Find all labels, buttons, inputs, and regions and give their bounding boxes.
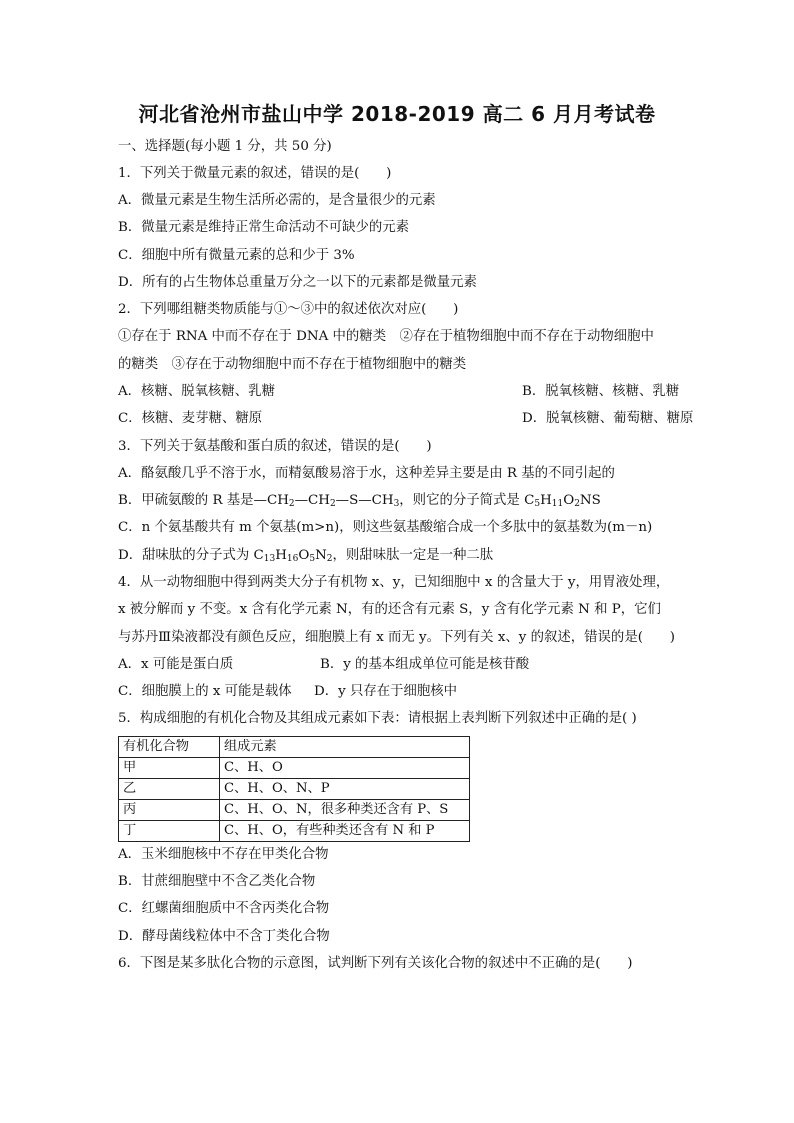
q3-b-sub-1: 2 <box>288 499 295 509</box>
q5-option-d: D．酵母菌线粒体中不含丁类化合物 <box>118 929 330 944</box>
q4-option-c: C．细胞膜上的 x 可能是载体 <box>118 684 292 699</box>
table-cell-elements: C、H、O、N、P <box>220 779 470 800</box>
q2-option-b: B．脱氧核糖、核糖、乳糖 <box>522 384 680 399</box>
table-cell-compound: 甲 <box>119 758 220 779</box>
table-header-cell: 组成元素 <box>220 737 470 758</box>
q3-d-sub-4: 2 <box>326 554 333 564</box>
q2-option-a: A．核糖、脱氧核糖、乳糖 <box>118 384 275 399</box>
q3-option-d <box>118 546 688 566</box>
q1-option-d: D．所有的占生物体总重量万分之一以下的元素都是微量元素 <box>118 275 477 290</box>
q3-option-a: A．酪氨酸几乎不溶于水，而精氨酸易溶于水，这种差异主要是由 R 基的不同引起的 <box>118 466 615 481</box>
q3-stem: 3．下列关于氨基酸和蛋白质的叙述，错误的是( ) <box>118 439 432 454</box>
q3-d-text-5: ，则甜味肽一定是一种二肽 <box>332 548 494 563</box>
q1-stem: 1．下列关于微量元素的叙述，错误的是( ) <box>118 166 392 181</box>
q3-b-text-3: —S—CH <box>335 493 394 508</box>
q2-statement-line2: 的糖类 ③存在于动物细胞中而不存在于植物细胞中的糖类 <box>118 357 467 372</box>
q2-option-d: D．脱氧核糖、葡萄糖、糖原 <box>522 411 694 426</box>
table-row <box>119 758 470 779</box>
q4-option-a: A．x 可能是蛋白质 <box>118 657 234 672</box>
q2-options-cd <box>118 409 694 429</box>
q3-b-text-7: NS <box>579 493 601 508</box>
table-row <box>119 800 470 821</box>
q5-option-c: C．红螺菌细胞质中不含丙类化合物 <box>118 901 330 916</box>
q3-option-c: C．n 个氨基酸共有 m 个氨基(m>n)，则这些氨基酸缩合成一个多肽中的氨基数为(m－n) <box>118 520 653 535</box>
q3-d-text-4: N <box>315 548 327 563</box>
q3-d-text-3: O <box>298 548 310 563</box>
q4-options-cd <box>118 682 688 702</box>
q2-stem: 2．下列哪组糖类物质能与①～③中的叙述依次对应( ) <box>118 302 459 317</box>
q2-option-c: C．核糖、麦芽糖、糖原 <box>118 411 263 426</box>
q3-b-text-1: B．甲硫氨酸的 R 基是—CH <box>118 493 289 508</box>
q1-option-c: C．细胞中所有微量元素的总和少于 3% <box>118 248 355 263</box>
table-row <box>119 821 470 842</box>
q3-d-text-2: H <box>275 548 287 563</box>
q3-b-text-5: H <box>540 493 552 508</box>
q3-d-sub-2: 16 <box>286 554 299 564</box>
table-cell-compound: 丁 <box>119 821 220 842</box>
q3-b-sub-2: 2 <box>329 499 336 509</box>
q5-option-a: A．玉米细胞核中不存在甲类化合物 <box>118 847 329 862</box>
q3-b-text-4: ，则它的分子简式是 C <box>399 493 535 508</box>
page-title: 河北省沧州市盐山中学 2018-2019 高二 6 月月考试卷 <box>138 102 656 126</box>
q4-options-ab <box>118 655 688 675</box>
section-heading: 一、选择题(每小题 1 分，共 50 分) <box>118 139 332 154</box>
q3-b-sub-6: 2 <box>574 499 580 509</box>
q4-option-b: B．y 的基本组成单位可能是核苷酸 <box>320 657 530 672</box>
q1-option-b: B．微量元素是维持正常生命活动不可缺少的元素 <box>118 220 410 235</box>
q3-option-b <box>118 491 688 511</box>
table-cell-elements: C、H、O <box>220 758 470 779</box>
q2-statement-line1: ①存在于 RNA 中而不存在于 DNA 中的糖类 ②存在于植物细胞中而不存在于动物细胞中 <box>118 329 654 344</box>
q4-stem-line2: x 被分解而 y 不变。x 含有化学元素 N，有的还含有元素 S，y 含有化学元素 N 和 P，它们 <box>118 602 661 617</box>
table-header-cell: 有机化合物 <box>119 737 220 758</box>
q2-options-ab <box>118 382 688 402</box>
q5-option-b: B．甘蔗细胞壁中不含乙类化合物 <box>118 874 316 889</box>
table-cell-compound: 丙 <box>119 800 220 821</box>
q3-b-text-6: O <box>563 493 575 508</box>
q3-b-sub-4: 5 <box>534 499 541 509</box>
q4-stem-line1: 4．从一动物细胞中得到两类大分子有机物 x、y，已知细胞中 x 的含量大于 y，用胃液处理， <box>118 575 670 590</box>
table-cell-compound: 乙 <box>119 779 220 800</box>
q4-option-d: D．y 只存在于细胞核中 <box>314 684 458 699</box>
table-cell-elements: C、H、O、N，很多种类还含有 P、S <box>220 800 470 821</box>
q4-stem-line3: 与苏丹Ⅲ染液都没有颜色反应，细胞膜上有 x 而无 y。下列有关 x、y 的叙述，错误的是( ) <box>118 630 675 645</box>
q3-b-text-2: —CH <box>294 493 330 508</box>
compound-element-table <box>118 736 470 842</box>
q3-d-text-1: D．甜味肽的分子式为 C <box>118 548 264 563</box>
table-header-row <box>119 737 470 758</box>
q3-d-sub-1: 13 <box>263 554 276 564</box>
q1-option-a: A．微量元素是生物生活所必需的，是含量很少的元素 <box>118 193 436 208</box>
table-cell-elements: C、H、O，有些种类还含有 N 和 P <box>220 821 470 842</box>
q5-stem: 5．构成细胞的有机化合物及其组成元素如下表：请根据上表判断下列叙述中正确的是( ) <box>118 711 637 726</box>
q6-stem: 6．下图是某多肽化合物的示意图，试判断下列有关该化合物的叙述中不正确的是( ) <box>118 956 633 971</box>
table-row <box>119 779 470 800</box>
q3-d-sub-3: 5 <box>309 554 316 564</box>
q3-b-sub-3: 3 <box>393 499 400 509</box>
q3-b-sub-5: 11 <box>551 499 564 509</box>
